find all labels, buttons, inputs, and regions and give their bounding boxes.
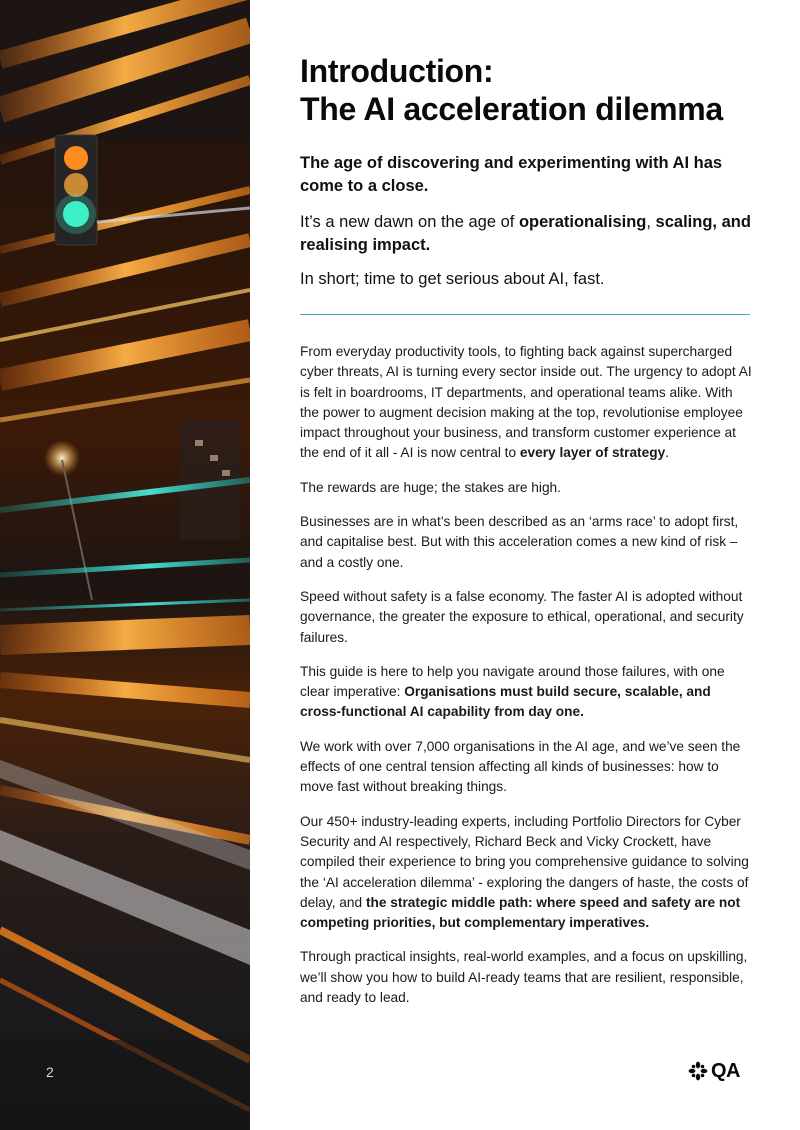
lead-in-short: In short; time to get serious about AI, fast. [300,270,605,288]
paragraph-1-bold: every layer of strategy [519,445,666,461]
paragraph-5-text: This guide is here to help you navigate around those failures, with one clear imperative: [300,663,725,700]
paragraph-5 [300,662,752,723]
page-title [300,52,760,128]
paragraph-7-text: Our 450+ industry-leading experts, including Portfolio Directors for Cyber Security and AI respectively, Richard Beck and Vicky Crockett, have compiled their experience to bring you comprehensive guidance to solving the ‘AI acceleration dilemma’ - exploring the dangers of haste, the costs of delay, and [300,813,749,910]
qa-logo [688,1058,752,1084]
hero-photo [0,0,250,1130]
title-line-1: Introduction: [300,53,494,89]
paragraph-5-bold: Organisations must build secure, scalable, and cross-functional AI capability from day one. [300,684,711,720]
paragraph-6: We work with over 7,000 organisations in the AI age, and we’ve seen the effects of one central tension affecting all kinds of businesses: how to move fast without breaking things. [300,738,741,795]
paragraph-7 [300,812,752,934]
lead-new-dawn-text: It’s a new dawn on the age of [300,213,519,231]
lead-new-dawn [300,211,752,257]
lead-scaling: scaling, and realising impact. [300,213,751,254]
paragraph-4: Speed without safety is a false economy. The faster AI is adopted without governance, the greater the exposure to ethical, operational, and security failures. [300,588,744,645]
page-number: 2 [46,1064,54,1080]
paragraph-2: The rewards are huge; the stakes are high. [300,479,561,495]
paragraph-1-text: From everyday productivity tools, to fighting back against supercharged cyber threats, AI is turning every sector inside out. The urgency to adopt AI is felt in boardrooms, IT departments, and operational teams alike. With the power to augment decision making at the top, revolutionise employee impact throughout your business, and transform customer experience at the end of it all - AI is now central to [300,344,752,461]
body-copy [300,342,752,1022]
section-divider [300,314,750,315]
lead-separator: , [646,213,656,231]
title-line-2: The AI acceleration dilemma [300,91,723,127]
qa-logo-text: QA [711,1059,740,1082]
lead-operationalising: operationalising [518,213,647,231]
qa-asterisk-icon [688,1061,708,1081]
light-trails-illustration [0,0,250,1130]
lead-statement: The age of discovering and experimenting with AI has come to a close. [300,154,723,195]
paragraph-8: Through practical insights, real-world examples, and a focus on upskilling, we’ll show you how to build AI-ready teams that are resilient, responsible, and ready to lead. [300,949,748,1006]
paragraph-1 [300,342,752,464]
paragraph-7-bold: the strategic middle path: where speed and safety are not competing priorities, but complementary imperatives. [300,894,741,931]
paragraph-3: Businesses are in what’s been described as an ‘arms race’ to adopt first, and capitalise best. But with this acceleration comes a new kind of risk – and a costly one. [300,514,739,570]
paragraph-1-end: . [665,445,670,461]
